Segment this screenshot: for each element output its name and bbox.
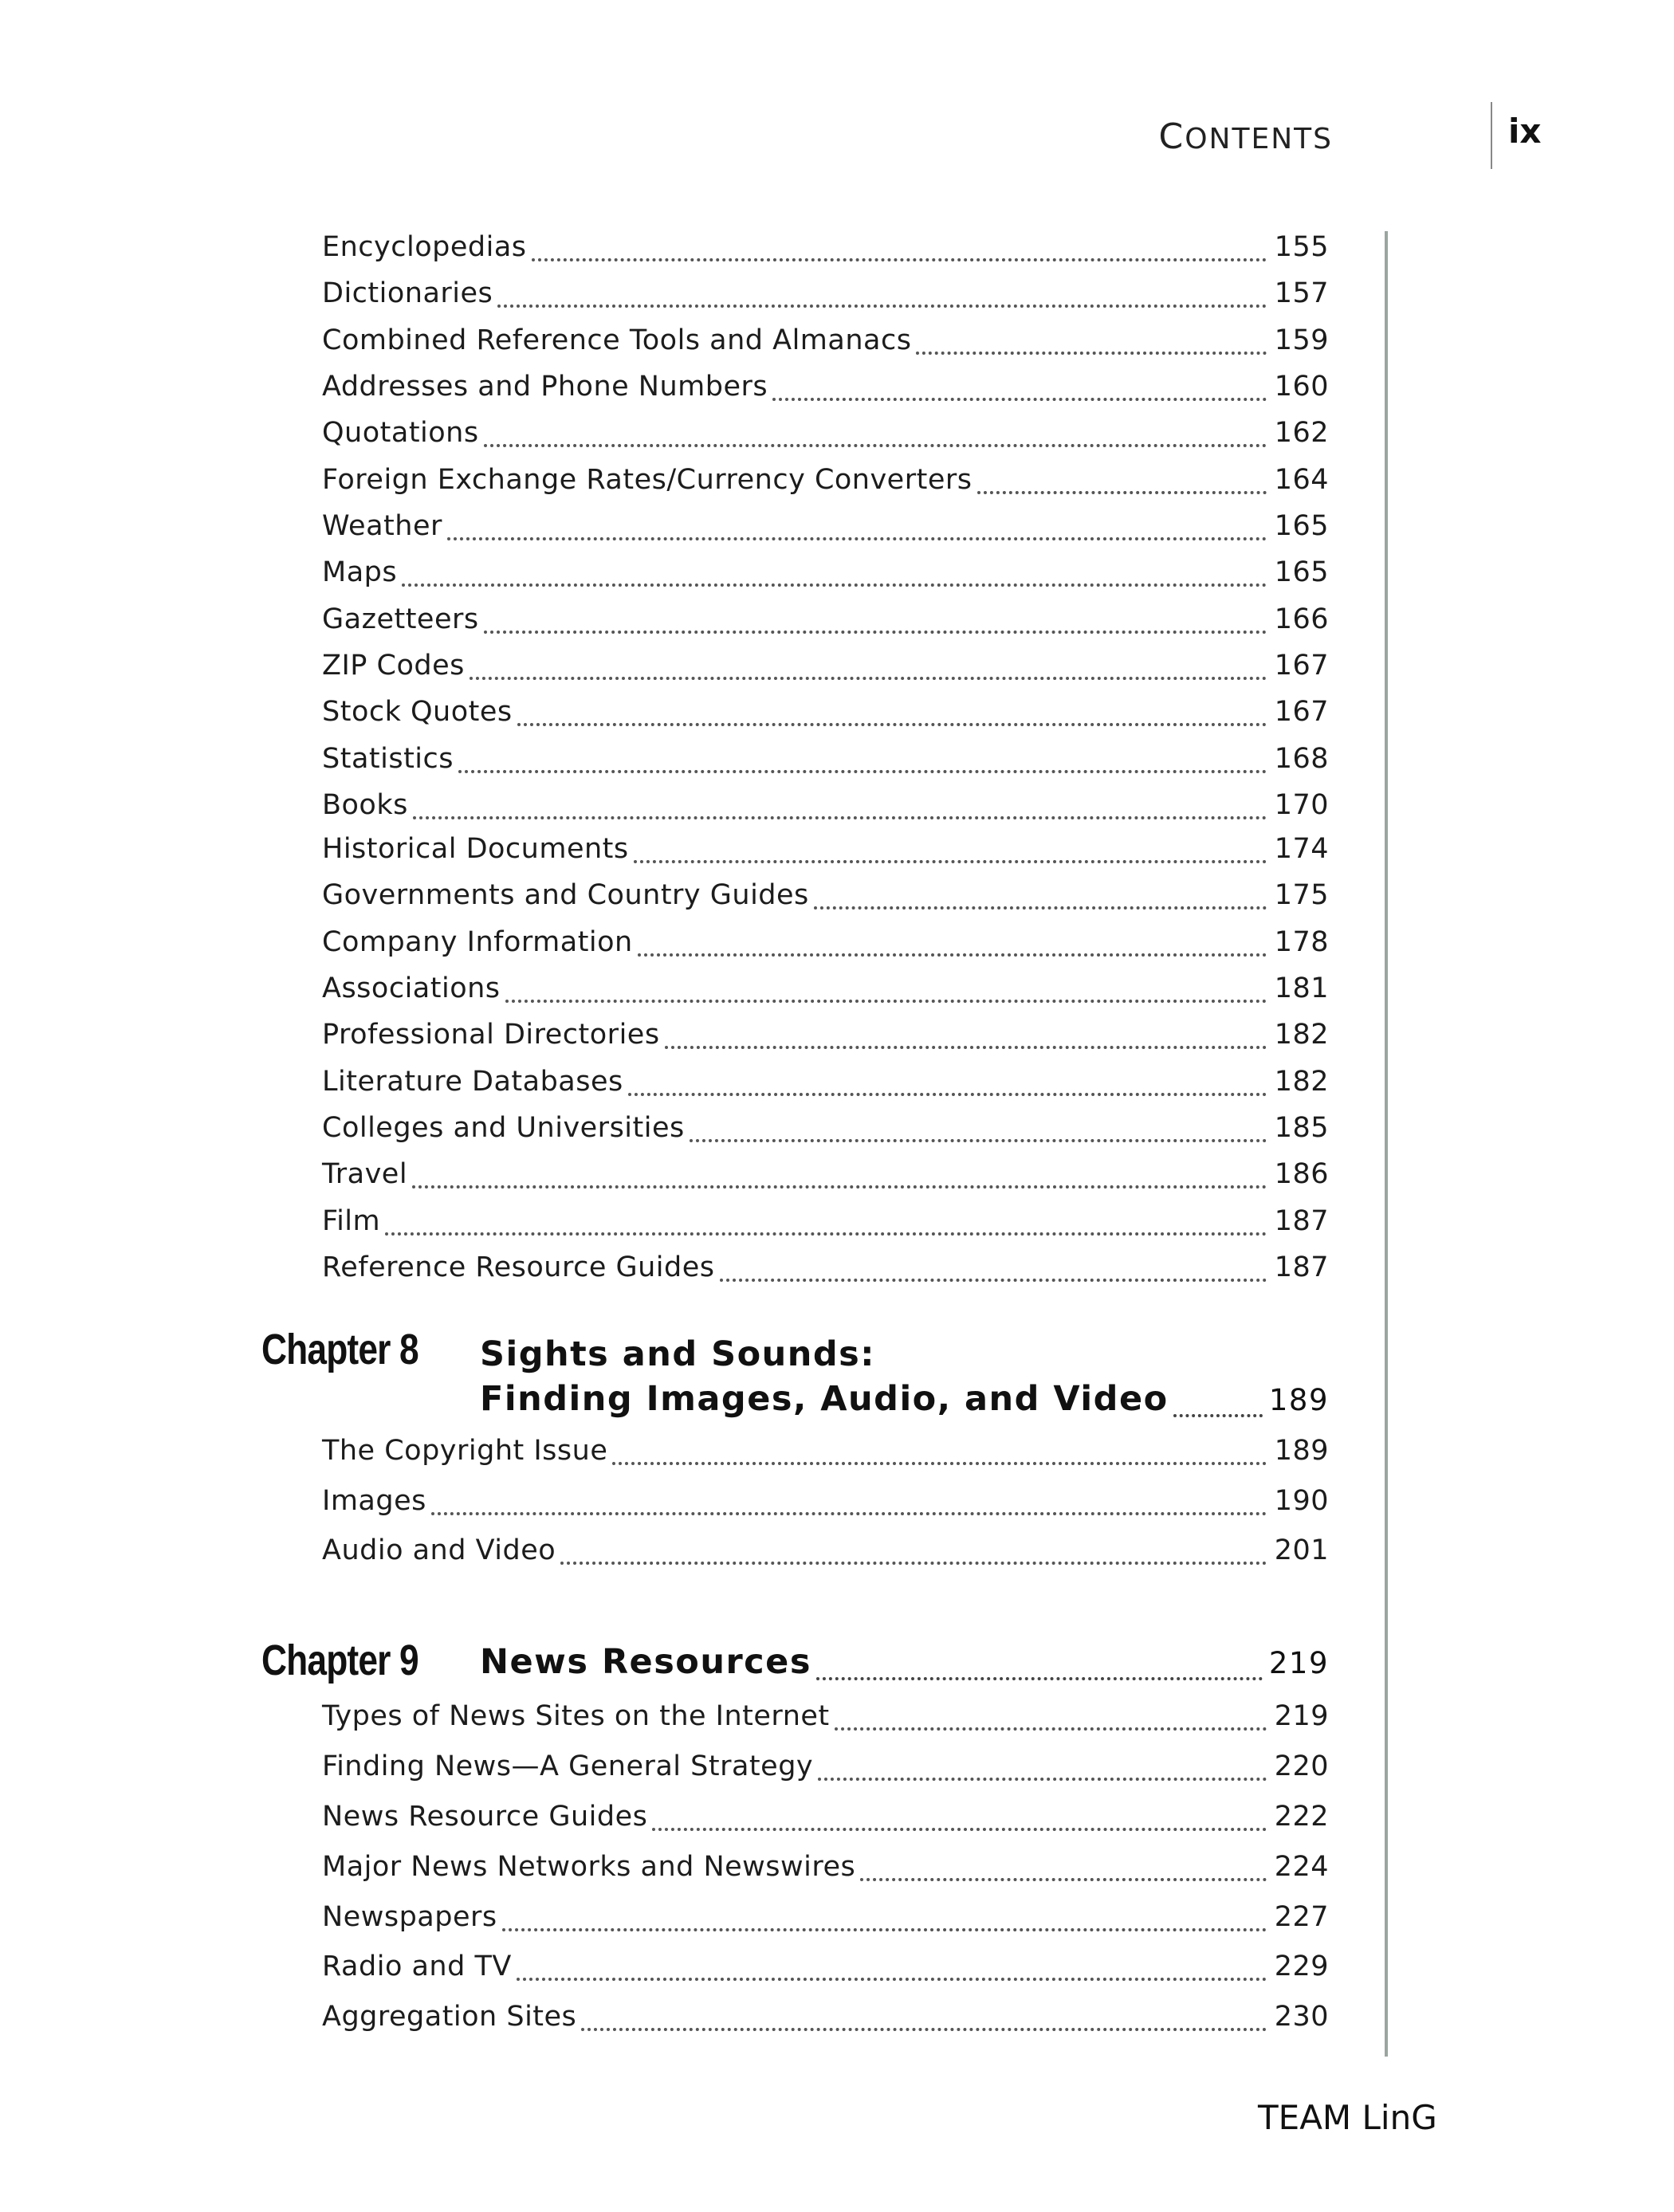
dot-leader — [431, 1512, 1267, 1515]
toc-entry[interactable]: Radio and TV 229 — [322, 1951, 1329, 1982]
toc-entry[interactable]: Statistics 168 — [322, 743, 1329, 775]
toc-entry[interactable]: Images 190 — [322, 1485, 1329, 1517]
dot-leader — [628, 1093, 1267, 1096]
toc-entry[interactable]: Literature Databases 182 — [322, 1066, 1329, 1098]
toc-entry[interactable]: Governments and Country Guides 175 — [322, 879, 1329, 911]
toc-entry[interactable]: Aggregation Sites 230 — [322, 2001, 1329, 2033]
dot-leader — [612, 1462, 1266, 1465]
toc-entry[interactable]: Major News Networks and Newswires 224 — [322, 1851, 1329, 1883]
dot-leader — [502, 1928, 1267, 1931]
running-head — [1158, 110, 1542, 174]
footer-watermark: TEAM LinG — [1258, 2098, 1437, 2137]
toc-entry[interactable]: Types of News Sites on the Internet 219 — [322, 1700, 1329, 1732]
dot-leader — [412, 1185, 1267, 1189]
dot-leader — [814, 906, 1267, 910]
dot-leader — [532, 258, 1267, 261]
dot-leader — [772, 398, 1267, 401]
toc-entry[interactable]: Stock Quotes 167 — [322, 696, 1329, 728]
dot-leader — [385, 1232, 1267, 1236]
dot-leader — [816, 1677, 1263, 1680]
toc-entry[interactable]: The Copyright Issue 189 — [322, 1435, 1329, 1467]
running-head-title: CONTENTS — [1158, 116, 1333, 157]
dot-leader — [1173, 1414, 1263, 1417]
toc-entry[interactable]: Audio and Video 201 — [322, 1534, 1329, 1566]
chapter-8-title-entry[interactable]: Finding Images, Audio, and Video 189 — [480, 1379, 1329, 1419]
chapter-8-number: Chapter 8 — [261, 1326, 418, 1373]
dot-leader — [497, 304, 1266, 308]
toc-entry[interactable]: Foreign Exchange Rates/Currency Converters 164 — [322, 464, 1329, 496]
toc-entry[interactable]: Historical Documents 174 — [322, 833, 1329, 865]
page-number: ix — [1508, 112, 1542, 151]
toc-entry[interactable]: Weather 165 — [322, 510, 1329, 542]
toc-entry[interactable]: Finding News—A General Strategy 220 — [322, 1750, 1329, 1782]
toc-entry[interactable]: Dictionaries 157 — [322, 277, 1329, 309]
dot-leader — [665, 1046, 1267, 1049]
toc-entry[interactable]: Professional Directories 182 — [322, 1019, 1329, 1051]
dot-leader — [581, 2028, 1266, 2031]
dot-leader — [447, 537, 1267, 540]
dot-leader — [484, 631, 1267, 634]
dot-leader — [638, 953, 1267, 957]
toc-entry[interactable]: Company Information 178 — [322, 926, 1329, 958]
dot-leader — [470, 677, 1267, 680]
toc-entry[interactable]: Gazetteers 166 — [322, 603, 1329, 635]
toc-entry[interactable]: Maps 165 — [322, 556, 1329, 588]
toc-entry[interactable]: Colleges and Universities 185 — [322, 1112, 1329, 1144]
toc-entry[interactable]: Reference Resource Guides 187 — [322, 1251, 1329, 1283]
chapter-8-title-line1: Sights and Sounds: — [480, 1334, 875, 1374]
dot-leader — [402, 583, 1267, 587]
dot-leader — [413, 816, 1267, 819]
toc-entry[interactable]: Addresses and Phone Numbers 160 — [322, 371, 1329, 403]
dot-leader — [560, 1562, 1267, 1565]
dot-leader — [484, 444, 1267, 447]
dot-leader — [517, 1978, 1267, 1981]
toc-entry[interactable]: Books 170 — [322, 789, 1329, 821]
toc-entry[interactable]: Combined Reference Tools and Almanacs 159 — [322, 324, 1329, 356]
dot-leader — [652, 1828, 1266, 1831]
toc-entry[interactable]: News Resource Guides 222 — [322, 1801, 1329, 1833]
running-head-divider — [1491, 102, 1492, 169]
toc-entry[interactable]: ZIP Codes 167 — [322, 650, 1329, 682]
toc-entry[interactable]: Film 187 — [322, 1205, 1329, 1237]
dot-leader — [860, 1878, 1266, 1881]
chapter-9-title-entry[interactable]: News Resources 219 — [480, 1642, 1329, 1682]
chapter-9-number: Chapter 9 — [261, 1636, 418, 1684]
dot-leader — [977, 491, 1267, 494]
dot-leader — [517, 723, 1267, 726]
toc-entry[interactable]: Associations 181 — [322, 972, 1329, 1004]
toc-entry[interactable]: Newspapers 227 — [322, 1901, 1329, 1933]
margin-rule — [1385, 231, 1388, 2057]
dot-leader — [720, 1279, 1267, 1282]
toc-entry[interactable]: Quotations 162 — [322, 417, 1329, 449]
dot-leader — [458, 770, 1267, 773]
dot-leader — [835, 1727, 1267, 1731]
toc-entry[interactable]: Encyclopedias 155 — [322, 231, 1329, 263]
dot-leader — [916, 352, 1266, 355]
toc-entry[interactable]: Travel 186 — [322, 1158, 1329, 1190]
dot-leader — [818, 1778, 1267, 1781]
dot-leader — [634, 860, 1267, 863]
dot-leader — [505, 1000, 1267, 1003]
dot-leader — [690, 1139, 1267, 1142]
